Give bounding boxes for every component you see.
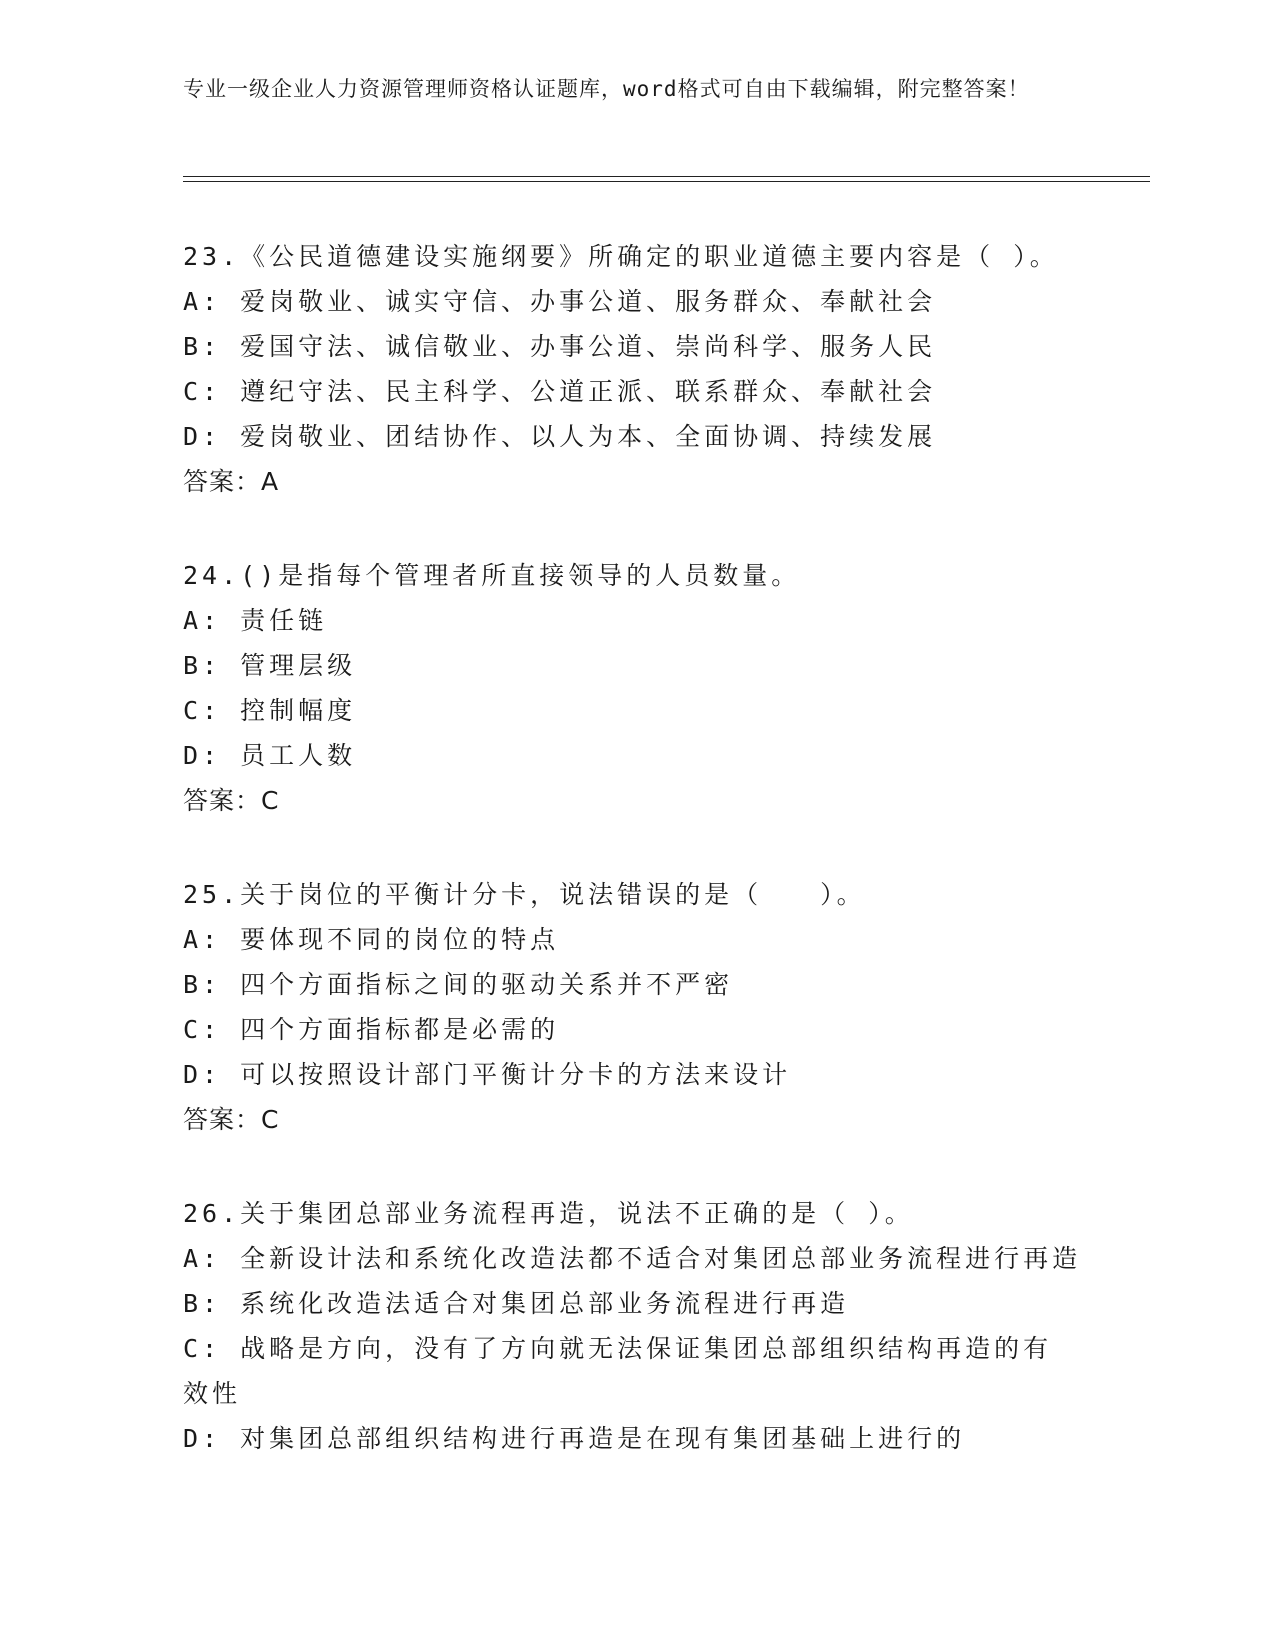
option-d: D: 爱岗敬业、团结协作、以人为本、全面协调、持续发展 [183, 422, 937, 451]
question-25 [183, 872, 1083, 1142]
option-c: C: 战略是方向，没有了方向就无法保证集团总部组织结构再造的有效性 [183, 1334, 1053, 1408]
option-b: B: 四个方面指标之间的驱动关系并不严密 [183, 970, 734, 999]
header-divider-bottom [183, 181, 1150, 182]
question-stem: 26.关于集团总部业务流程再造，说法不正确的是（ ）。 [183, 1199, 914, 1228]
option-d: D: 员工人数 [183, 741, 357, 770]
option-a: A: 责任链 [183, 606, 328, 635]
question-26 [183, 1191, 1083, 1461]
option-a: A: 爱岗敬业、诚实守信、办事公道、服务群众、奉献社会 [183, 287, 937, 316]
option-c: C: 控制幅度 [183, 696, 357, 725]
answer: 答案：A [183, 467, 280, 496]
page-header: 专业一级企业人力资源管理师资格认证题库，word格式可自由下载编辑，附完整答案！ [183, 77, 1030, 101]
answer: 答案：C [183, 1105, 280, 1134]
option-a: A: 要体现不同的岗位的特点 [183, 925, 560, 954]
question-24 [183, 553, 1083, 823]
option-d: D: 对集团总部组织结构进行再造是在现有集团基础上进行的 [183, 1424, 966, 1453]
question-stem: 25.关于岗位的平衡计分卡，说法错误的是（ ）。 [183, 880, 866, 909]
option-b: B: 系统化改造法适合对集团总部业务流程进行再造 [183, 1289, 850, 1318]
option-d: D: 可以按照设计部门平衡计分卡的方法来设计 [183, 1060, 792, 1089]
option-c: C: 遵纪守法、民主科学、公道正派、联系群众、奉献社会 [183, 377, 937, 406]
option-b: B: 管理层级 [183, 651, 357, 680]
header-divider-top [183, 176, 1150, 177]
question-stem: 23.《公民道德建设实施纲要》所确定的职业道德主要内容是（ ）。 [183, 242, 1059, 271]
question-stem: 24.()是指每个管理者所直接领导的人员数量。 [183, 561, 801, 590]
option-a: A: 全新设计法和系统化改造法都不适合对集团总部业务流程进行再造 [183, 1244, 1082, 1273]
option-c: C: 四个方面指标都是必需的 [183, 1015, 560, 1044]
answer: 答案：C [183, 786, 280, 815]
question-23 [183, 234, 1083, 504]
option-b: B: 爱国守法、诚信敬业、办事公道、崇尚科学、服务人民 [183, 332, 937, 361]
